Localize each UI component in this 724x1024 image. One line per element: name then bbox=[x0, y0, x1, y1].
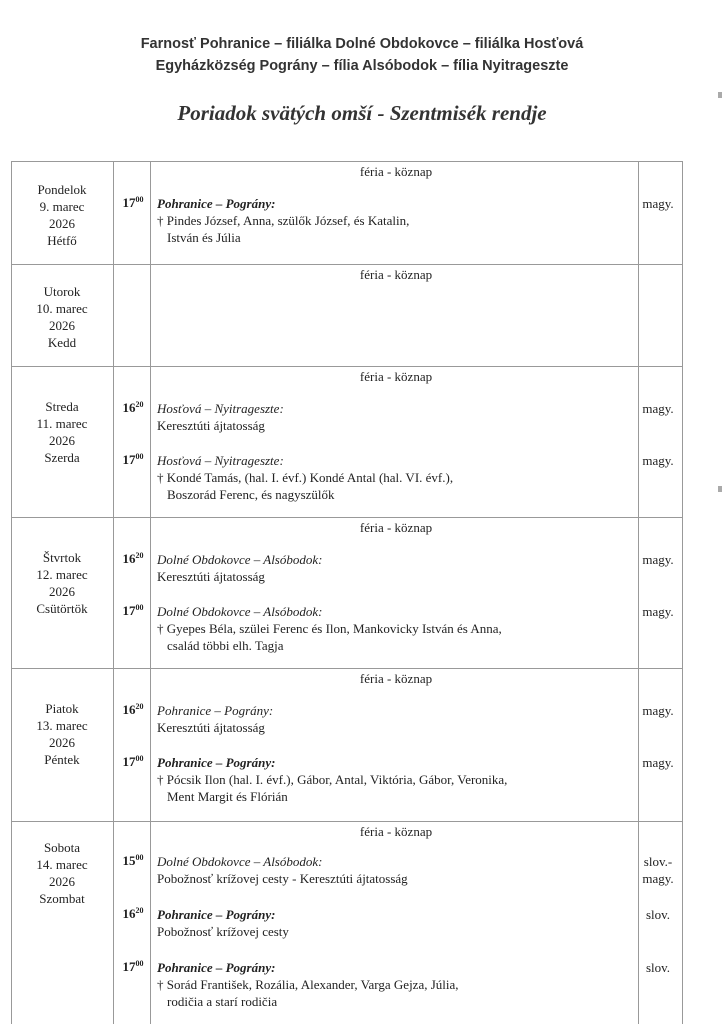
day-label-day-sk: Sobota bbox=[43, 840, 81, 855]
mass-intention: † Pindes József, Anna, szülők József, és Katalin, bbox=[157, 213, 410, 228]
mass-language bbox=[633, 400, 683, 417]
feria-label: féria - köznap bbox=[359, 369, 433, 384]
day-label-day-hu: Szombat bbox=[39, 891, 85, 906]
mass-language-line: magy. bbox=[642, 401, 674, 416]
mass-time-minutes: 00 bbox=[135, 452, 144, 461]
mass-intention: István és Júlia bbox=[167, 230, 241, 245]
day-label bbox=[11, 283, 113, 351]
mass-intention: rodičia a starí rodičia bbox=[167, 994, 278, 1009]
day-label-day-hu: Csütörtök bbox=[36, 601, 88, 616]
mass-time-minutes: 00 bbox=[135, 959, 144, 968]
table-border-right bbox=[682, 161, 683, 1024]
day-label bbox=[11, 398, 113, 466]
mass-language-line: slov. bbox=[645, 960, 671, 975]
mass-entry bbox=[157, 452, 637, 503]
mass-intention: Pobožnosť krížovej cesty bbox=[157, 924, 289, 939]
day-label-day-hu: Péntek bbox=[44, 752, 80, 767]
day-label bbox=[11, 181, 113, 249]
mass-intention: Boszorád Ferenc, és nagyszülők bbox=[167, 487, 335, 502]
mass-location: Dolné Obdokovce – Alsóbodok: bbox=[157, 604, 323, 619]
parish-header-hu: Egyházközség Pográny – fília Alsóbodok – fília Nyitrageszte bbox=[155, 58, 569, 74]
mass-language-line: slov. bbox=[645, 907, 671, 922]
column-divider-time bbox=[150, 161, 151, 1024]
mass-language-line: magy. bbox=[642, 552, 674, 567]
mass-time: $17^{00}$ bbox=[122, 603, 144, 618]
mass-intention: Pobožnosť krížovej cesty - Keresztúti ájtatosság bbox=[157, 871, 408, 886]
mass-location: Hosťová – Nyitrageszte: bbox=[157, 401, 284, 416]
day-label-year: 2026 bbox=[49, 216, 75, 231]
day-row-divider bbox=[11, 366, 683, 367]
mass-time-minutes: 20 bbox=[135, 702, 144, 711]
column-divider-lang bbox=[638, 161, 639, 1024]
mass-language bbox=[633, 551, 683, 568]
day-label-date: 11. marec bbox=[36, 416, 88, 431]
page-title: Poriadok svätých omší - Szentmisék rendje bbox=[177, 101, 547, 125]
mass-time: $16^{20}$ bbox=[122, 906, 144, 921]
mass-language bbox=[633, 702, 683, 719]
mass-time: $15^{00}$ bbox=[122, 853, 144, 868]
day-label bbox=[11, 700, 113, 768]
day-label-day-sk: Štvrtok bbox=[42, 550, 82, 565]
feria-label: féria - köznap bbox=[359, 824, 433, 839]
day-label-year: 2026 bbox=[49, 735, 75, 750]
day-label-year: 2026 bbox=[49, 874, 75, 889]
mass-time: $17^{00}$ bbox=[122, 452, 144, 467]
mass-intention: Ment Margit és Flórián bbox=[167, 789, 288, 804]
mass-time-minutes: 20 bbox=[135, 400, 144, 409]
day-label bbox=[11, 549, 113, 617]
mass-language bbox=[633, 906, 683, 923]
mass-intention: † Pócsik Ilon (hal. I. évf.), Gábor, Antal, Viktória, Gábor, Veronika, bbox=[157, 772, 508, 787]
mass-intention: Keresztúti ájtatosság bbox=[157, 569, 265, 584]
mass-language bbox=[633, 195, 683, 212]
mass-time-minutes: 00 bbox=[135, 754, 144, 763]
mass-entry bbox=[157, 400, 637, 434]
mass-intention: Keresztúti ájtatosság bbox=[157, 720, 265, 735]
mass-language-line: magy. bbox=[642, 453, 674, 468]
mass-intention: † Kondé Tamás, (hal. I. évf.) Kondé Antal (hal. VI. évf.), bbox=[157, 470, 454, 485]
day-label-date: 14. marec bbox=[36, 857, 88, 872]
mass-schedule-table bbox=[11, 161, 683, 1024]
day-label-day-hu: Szerda bbox=[44, 450, 80, 465]
mass-location: Pohranice – Pográny: bbox=[157, 196, 276, 211]
mass-language-line: magy. bbox=[642, 196, 674, 211]
mass-time: $16^{20}$ bbox=[122, 400, 144, 415]
mass-location: Hosťová – Nyitrageszte: bbox=[157, 453, 284, 468]
mass-entry bbox=[157, 959, 637, 1010]
mass-entry bbox=[157, 702, 637, 736]
mass-language-line: slov.- bbox=[643, 854, 673, 869]
mass-time-minutes: 00 bbox=[135, 853, 144, 862]
feria-label: féria - köznap bbox=[359, 671, 433, 686]
mass-language-line: magy. bbox=[642, 703, 674, 718]
feria-label: féria - köznap bbox=[359, 520, 433, 535]
day-label bbox=[11, 839, 113, 907]
mass-time: $17^{00}$ bbox=[122, 754, 144, 769]
day-label-date: 13. marec bbox=[36, 718, 88, 733]
day-row-divider bbox=[11, 821, 683, 822]
mass-location: Pohranice – Pográny: bbox=[157, 907, 276, 922]
mass-location: Dolné Obdokovce – Alsóbodok: bbox=[157, 854, 323, 869]
day-row-divider bbox=[11, 264, 683, 265]
mass-time-minutes: 00 bbox=[135, 195, 144, 204]
feria-label: féria - köznap bbox=[359, 267, 433, 282]
mass-time: $17^{00}$ bbox=[122, 959, 144, 974]
mass-location: Pohranice – Pográny: bbox=[157, 703, 274, 718]
mass-language bbox=[633, 853, 683, 887]
mass-language-line: magy. bbox=[642, 755, 674, 770]
day-row-divider bbox=[11, 668, 683, 669]
mass-time: $16^{20}$ bbox=[122, 551, 144, 566]
day-label-day-hu: Hétfő bbox=[47, 233, 77, 248]
day-label-day-sk: Piatok bbox=[45, 701, 79, 716]
margin-mark bbox=[718, 486, 722, 492]
mass-intention: † Gyepes Béla, szülei Ferenc és Ilon, Mankovicky István és Anna, bbox=[157, 621, 502, 636]
mass-location: Dolné Obdokovce – Alsóbodok: bbox=[157, 552, 323, 567]
mass-time: $17^{00}$ bbox=[122, 195, 144, 210]
mass-entry bbox=[157, 551, 637, 585]
mass-language-line: magy. bbox=[642, 871, 674, 886]
day-label-year: 2026 bbox=[49, 584, 75, 599]
mass-intention: Keresztúti ájtatosság bbox=[157, 418, 265, 433]
day-label-year: 2026 bbox=[49, 318, 75, 333]
mass-time-minutes: 00 bbox=[135, 603, 144, 612]
mass-location: Pohranice – Pográny: bbox=[157, 960, 276, 975]
table-border-top bbox=[11, 161, 683, 162]
mass-time-minutes: 20 bbox=[135, 906, 144, 915]
mass-language bbox=[633, 603, 683, 620]
mass-entry bbox=[157, 195, 637, 246]
mass-intention: család többi elh. Tagja bbox=[167, 638, 284, 653]
day-label-day-hu: Kedd bbox=[47, 335, 77, 350]
day-label-day-sk: Utorok bbox=[43, 284, 81, 299]
feria-label: féria - köznap bbox=[359, 164, 433, 179]
day-label-date: 12. marec bbox=[36, 567, 88, 582]
column-divider-day bbox=[113, 161, 114, 1024]
day-row-divider bbox=[11, 517, 683, 518]
day-label-year: 2026 bbox=[49, 433, 75, 448]
mass-language bbox=[633, 754, 683, 771]
mass-language-line: magy. bbox=[642, 604, 674, 619]
mass-entry bbox=[157, 603, 637, 654]
mass-entry bbox=[157, 853, 637, 887]
mass-time: $16^{20}$ bbox=[122, 702, 144, 717]
day-label-date: 9. marec bbox=[39, 199, 85, 214]
mass-time-minutes: 20 bbox=[135, 551, 144, 560]
mass-language bbox=[633, 452, 683, 469]
mass-entry bbox=[157, 906, 637, 940]
margin-mark bbox=[718, 92, 722, 98]
mass-language bbox=[633, 959, 683, 976]
parish-header-sk: Farnosť Pohranice – filiálka Dolné Obdokovce – filiálka Hosťová bbox=[140, 36, 584, 52]
day-label-day-sk: Streda bbox=[45, 399, 79, 414]
day-label-date: 10. marec bbox=[36, 301, 88, 316]
mass-intention: † Sorád František, Rozália, Alexander, Varga Gejza, Júlia, bbox=[157, 977, 459, 992]
day-label-day-sk: Pondelok bbox=[37, 182, 87, 197]
mass-location: Pohranice – Pográny: bbox=[157, 755, 276, 770]
mass-entry bbox=[157, 754, 637, 805]
